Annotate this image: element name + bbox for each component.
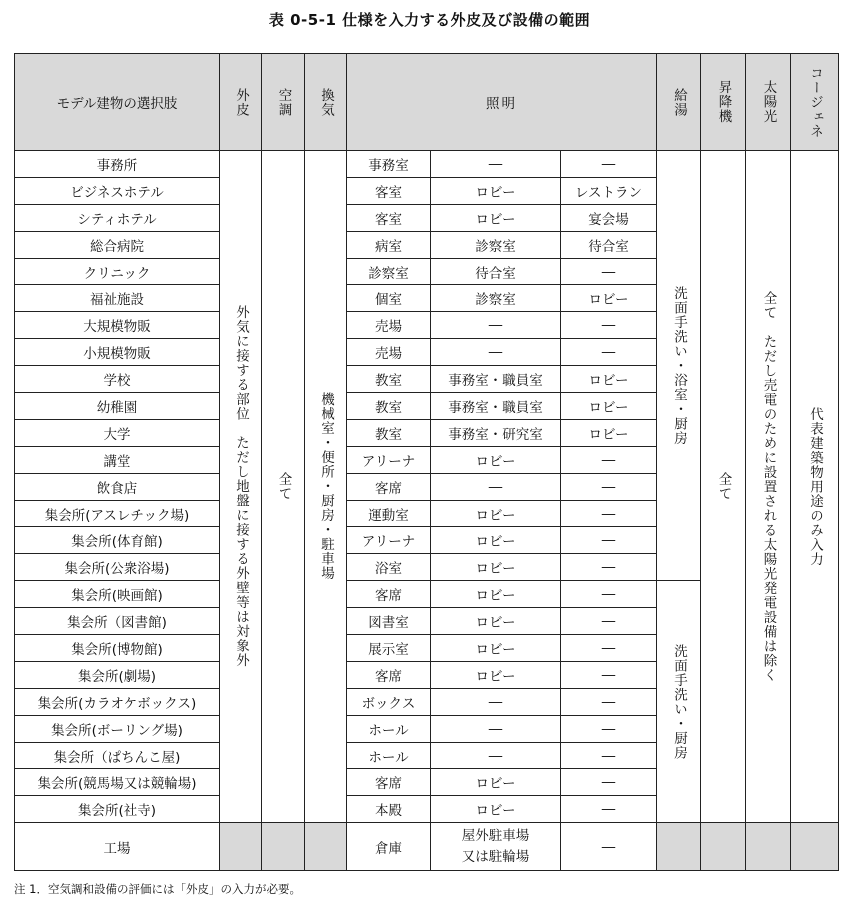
header-hotwater: 給湯 bbox=[657, 54, 701, 151]
lighting-room-1: 事務室 bbox=[347, 151, 431, 178]
model-name-cell: 飲食店 bbox=[15, 473, 220, 500]
header-model: モデル建物の選択肢 bbox=[15, 54, 220, 151]
lighting-room-2: 診察室 bbox=[431, 285, 561, 312]
vent-scope-cell: 機械室・便所・厨房・駐車場 bbox=[305, 151, 347, 823]
lighting-room-1: 教室 bbox=[347, 366, 431, 393]
lighting-room-1: アリーナ bbox=[347, 527, 431, 554]
lighting-room-3: ― bbox=[561, 635, 657, 662]
lighting-room-3: ― bbox=[561, 742, 657, 769]
model-name-cell: 福祉施設 bbox=[15, 285, 220, 312]
lighting-room-3: ― bbox=[561, 446, 657, 473]
lighting-room-3: ― bbox=[561, 661, 657, 688]
lighting-room-1: 客室 bbox=[347, 177, 431, 204]
model-name-cell: 集会所(アスレチック場) bbox=[15, 500, 220, 527]
lighting-room-1: 本殿 bbox=[347, 796, 431, 823]
hotwater-scope-cell-a: 洗面手洗い・浴室・厨房 bbox=[657, 151, 701, 581]
lighting-room-1: 運動室 bbox=[347, 500, 431, 527]
lighting-room-2: 事務室・研究室 bbox=[431, 419, 561, 446]
lighting-room-2: 事務室・職員室 bbox=[431, 393, 561, 420]
lighting-room-3: 待合室 bbox=[561, 231, 657, 258]
lighting-room-2-line1: 屋外駐車場 bbox=[461, 827, 530, 844]
lighting-room-3: レストラン bbox=[561, 177, 657, 204]
lighting-room-3: ロビー bbox=[561, 393, 657, 420]
model-name-cell: 集会所(公衆浴場) bbox=[15, 554, 220, 581]
lighting-room-2: 待合室 bbox=[431, 258, 561, 285]
lighting-room-1: 病室 bbox=[347, 231, 431, 258]
lighting-room-3: ― bbox=[561, 608, 657, 635]
model-name-cell: 幼稚園 bbox=[15, 393, 220, 420]
lighting-room-2: ロビー bbox=[431, 581, 561, 608]
elevator-scope-cell: 全て bbox=[701, 151, 746, 823]
lighting-room-3: ― bbox=[561, 796, 657, 823]
lighting-room-2: 事務室・職員室 bbox=[431, 366, 561, 393]
lighting-room-1: 教室 bbox=[347, 393, 431, 420]
lighting-room-1: 個室 bbox=[347, 285, 431, 312]
cogen-scope-cell: 代表建築物用途のみ入力 bbox=[791, 151, 839, 823]
lighting-room-3: ― bbox=[561, 339, 657, 366]
lighting-room-2-line2: 又は駐輪場 bbox=[461, 848, 530, 865]
lighting-room-3: ― bbox=[561, 554, 657, 581]
model-name-cell: 集会所(映画館) bbox=[15, 581, 220, 608]
lighting-room-3: ― bbox=[561, 823, 657, 871]
envelope-scope-cell: 外気に接する部位 ただし地盤に接する外壁等は対象外 bbox=[220, 151, 262, 823]
lighting-room-1: 図書室 bbox=[347, 608, 431, 635]
model-name-cell: 総合病院 bbox=[15, 231, 220, 258]
model-name-cell: 学校 bbox=[15, 366, 220, 393]
lighting-room-1: 浴室 bbox=[347, 554, 431, 581]
ac-scope-cell: 全て bbox=[262, 151, 305, 823]
header-vent: 換気 bbox=[305, 54, 347, 151]
model-name-cell: ビジネスホテル bbox=[15, 177, 220, 204]
elevator-empty-cell bbox=[701, 823, 746, 871]
lighting-room-3: ― bbox=[561, 151, 657, 178]
lighting-room-1: ボックス bbox=[347, 688, 431, 715]
table-row bbox=[15, 151, 839, 178]
lighting-room-1: 客席 bbox=[347, 473, 431, 500]
lighting-room-2: ロビー bbox=[431, 635, 561, 662]
header-envelope: 外皮 bbox=[220, 54, 262, 151]
header-lighting: 照明 bbox=[347, 54, 657, 151]
lighting-room-1: ホール bbox=[347, 715, 431, 742]
model-name-cell: クリニック bbox=[15, 258, 220, 285]
lighting-room-2: ロビー bbox=[431, 527, 561, 554]
model-name-cell: 集会所(社寺) bbox=[15, 796, 220, 823]
lighting-room-2: ― bbox=[431, 151, 561, 178]
lighting-room-1: 展示室 bbox=[347, 635, 431, 662]
lighting-room-1: 客席 bbox=[347, 769, 431, 796]
lighting-room-2: ― bbox=[431, 339, 561, 366]
lighting-room-1: 客室 bbox=[347, 204, 431, 231]
model-name-cell: 大規模物販 bbox=[15, 312, 220, 339]
lighting-room-2: ロビー bbox=[431, 796, 561, 823]
lighting-room-3: ― bbox=[561, 473, 657, 500]
lighting-room-2: ― bbox=[431, 742, 561, 769]
lighting-room-1: 診察室 bbox=[347, 258, 431, 285]
solar-empty-cell bbox=[746, 823, 791, 871]
lighting-room-3: ロビー bbox=[561, 366, 657, 393]
lighting-room-3: ― bbox=[561, 769, 657, 796]
lighting-room-2: ロビー bbox=[431, 446, 561, 473]
model-name-cell: 集会所(カラオケボックス) bbox=[15, 688, 220, 715]
model-name-cell: 工場 bbox=[15, 823, 220, 871]
header-row bbox=[15, 54, 839, 151]
model-name-cell: 小規模物販 bbox=[15, 339, 220, 366]
lighting-room-1: 教室 bbox=[347, 419, 431, 446]
lighting-room-2 bbox=[431, 823, 561, 871]
table-row-factory bbox=[15, 823, 839, 871]
lighting-room-3: ― bbox=[561, 500, 657, 527]
lighting-room-2: ロビー bbox=[431, 769, 561, 796]
lighting-room-1: 売場 bbox=[347, 312, 431, 339]
spec-table bbox=[14, 53, 839, 871]
lighting-room-3: ― bbox=[561, 581, 657, 608]
envelope-empty-cell bbox=[220, 823, 262, 871]
vent-empty-cell bbox=[305, 823, 347, 871]
lighting-room-2: ロビー bbox=[431, 500, 561, 527]
hotwater-scope-cell-b: 洗面手洗い・厨房 bbox=[657, 581, 701, 823]
lighting-room-1: アリーナ bbox=[347, 446, 431, 473]
lighting-room-3: ロビー bbox=[561, 419, 657, 446]
lighting-room-3: 宴会場 bbox=[561, 204, 657, 231]
header-elevator: 昇降機 bbox=[701, 54, 746, 151]
lighting-room-3: ― bbox=[561, 688, 657, 715]
lighting-room-1: 客席 bbox=[347, 581, 431, 608]
lighting-room-2: ― bbox=[431, 715, 561, 742]
lighting-room-3: ― bbox=[561, 527, 657, 554]
lighting-room-1: ホール bbox=[347, 742, 431, 769]
model-name-cell: 集会所（ぱちんこ屋) bbox=[15, 742, 220, 769]
model-name-cell: 集会所（図書館) bbox=[15, 608, 220, 635]
model-name-cell: 集会所(劇場) bbox=[15, 661, 220, 688]
model-name-cell: 集会所(博物館) bbox=[15, 635, 220, 662]
lighting-room-1: 売場 bbox=[347, 339, 431, 366]
solar-scope-cell: 全て ただし売電のために設置される太陽光発電設備は除く bbox=[746, 151, 791, 823]
lighting-room-3: ― bbox=[561, 258, 657, 285]
lighting-room-3: ― bbox=[561, 312, 657, 339]
lighting-room-2: ロビー bbox=[431, 661, 561, 688]
header-solar: 太陽光 bbox=[746, 54, 791, 151]
footnote: 注 1．空気調和設備の評価には「外皮」の入力が必要。 bbox=[14, 882, 301, 896]
hotwater-empty-cell bbox=[657, 823, 701, 871]
lighting-room-1: 客席 bbox=[347, 661, 431, 688]
lighting-room-2: ロビー bbox=[431, 554, 561, 581]
lighting-room-2: ― bbox=[431, 473, 561, 500]
model-name-cell: 事務所 bbox=[15, 151, 220, 178]
lighting-room-1: 倉庫 bbox=[347, 823, 431, 871]
lighting-room-3: ロビー bbox=[561, 285, 657, 312]
model-name-cell: 集会所(体育館) bbox=[15, 527, 220, 554]
model-name-cell: 集会所(ボーリング場) bbox=[15, 715, 220, 742]
lighting-room-2: 診察室 bbox=[431, 231, 561, 258]
model-name-cell: 集会所(競馬場又は競輪場) bbox=[15, 769, 220, 796]
header-ac: 空調 bbox=[262, 54, 305, 151]
lighting-room-2: ロビー bbox=[431, 204, 561, 231]
model-name-cell: 講堂 bbox=[15, 446, 220, 473]
cogen-empty-cell bbox=[791, 823, 839, 871]
lighting-room-2: ロビー bbox=[431, 608, 561, 635]
lighting-room-2: ― bbox=[431, 312, 561, 339]
model-name-cell: 大学 bbox=[15, 419, 220, 446]
table-title: 表 0-5-1 仕様を入力する外皮及び設備の範囲 bbox=[268, 11, 591, 29]
lighting-room-2: ― bbox=[431, 688, 561, 715]
lighting-room-2: ロビー bbox=[431, 177, 561, 204]
model-name-cell: シティホテル bbox=[15, 204, 220, 231]
header-cogen: コージェネ bbox=[791, 54, 839, 151]
ac-empty-cell bbox=[262, 823, 305, 871]
lighting-room-3: ― bbox=[561, 715, 657, 742]
